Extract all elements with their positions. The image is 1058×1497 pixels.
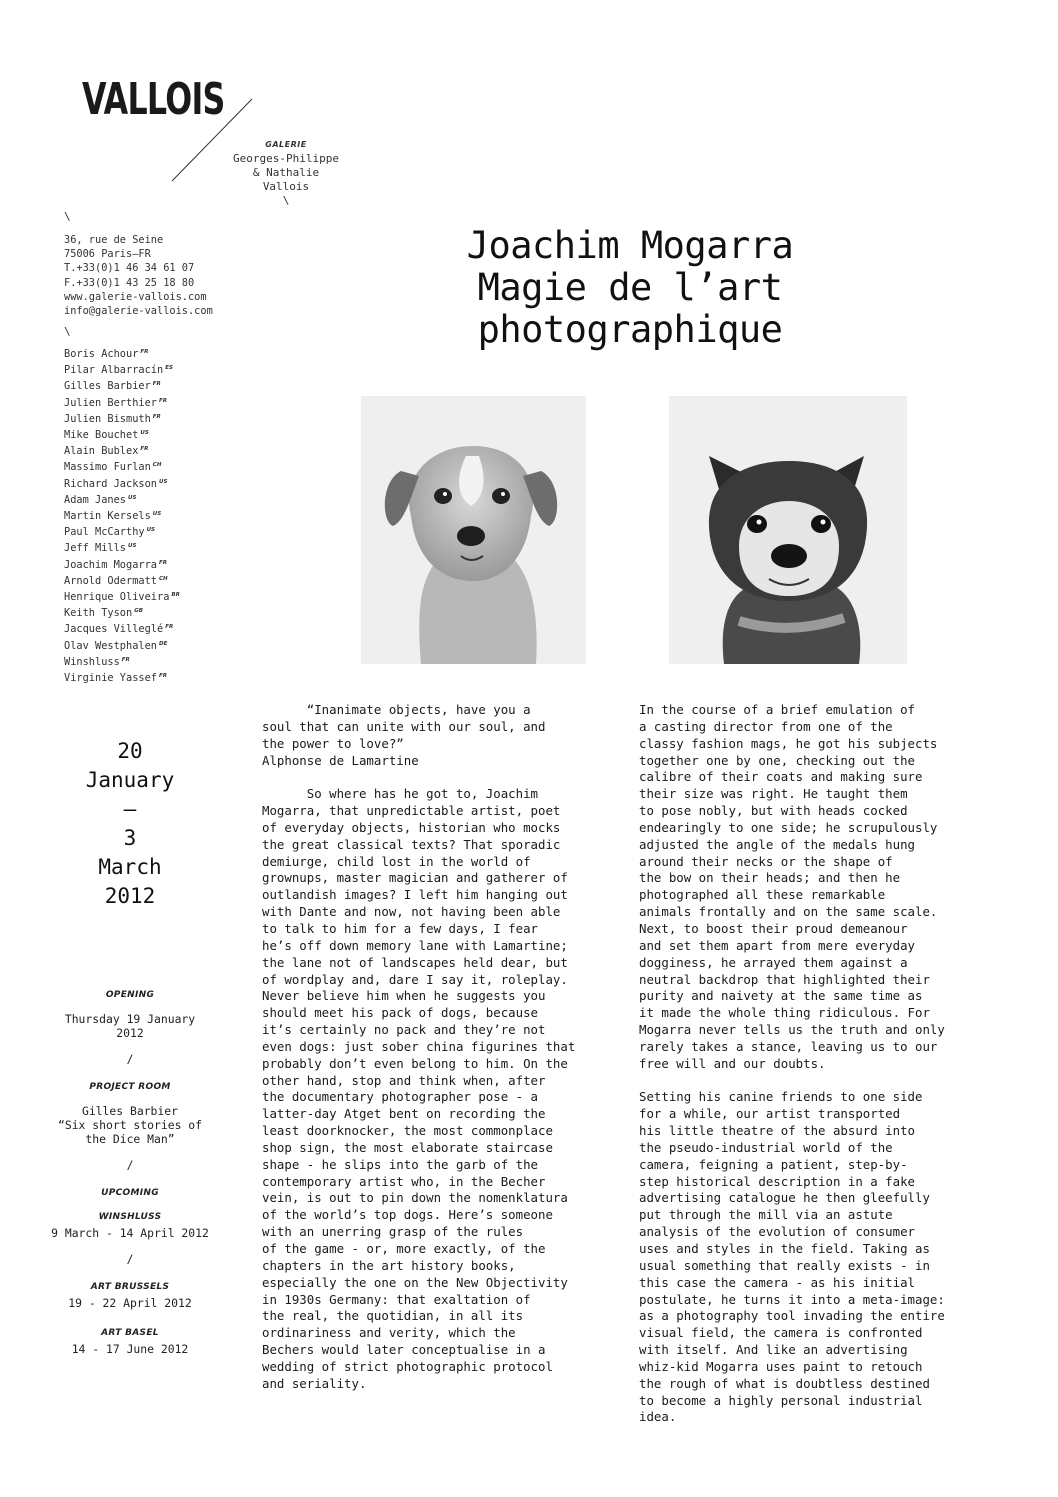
art-brussels-dates: 19 - 22 April 2012 xyxy=(68,1296,192,1310)
artist-name: Pilar Albarracín xyxy=(64,364,164,377)
address-website[interactable]: www.galerie-vallois.com xyxy=(64,290,207,303)
artist-country-code: FR xyxy=(165,624,174,631)
article-column-right: In the course of a brief emulation of a casting director from one of the classy fashion mags, he got his subjects together one by one, checking out the calibre of their coats and making sure their size was right. He taught them to pose nobly, but with heads cocked endearingly to one side; he scrupulously adjusted the angle of the medals hung around their necks or the shape of the bow on their heads; and then he photographed all these remarkable animals frontally and on the same scale. Next, to boost their proud demeanour and set them apart from mere everyday dogginess, he arrayed them against a neutral backdrop that highlighted their purity and naivety at the same time as it made the whole thing ridiculous. For Mogarra never tells us the truth and only rarely takes a stance, leaving us to our free will and our doubts. Setting his canine friends to one side for a while, our artist transported his little theatre of the absurd into the pseudo-industrial world of the camera, feigning a patient, step-by- step historical description in a fake advertising catalogue he then gleefully put through the mill via an astute analysis of the evolution of consumer uses and styles in the field. Taking as usual something that really exists - in this case the camera - as his initial postulate, he turns it into a meta-image: as a photography tool invading the entire visual field, the camera is confronted with itself. And like an advertising whiz-kid Mogarra uses paint to retouch the rough of what is doubtless destined to become a highly personal industrial idea. xyxy=(639,702,945,1425)
artist-item xyxy=(64,458,180,474)
address-phone: T.+33(0)1 46 34 61 07 xyxy=(64,262,195,275)
artist-country-code: FR xyxy=(121,656,130,663)
dog-figurine-photo-2 xyxy=(669,396,907,664)
art-basel-heading: ART BASEL xyxy=(101,1328,159,1338)
gallery-logo: VALLOIS xyxy=(82,74,225,125)
artist-item xyxy=(64,539,180,555)
artist-item xyxy=(64,604,180,620)
project-room-heading: PROJECT ROOM xyxy=(89,1082,171,1092)
artist-item xyxy=(64,410,180,426)
art-basel-dates: 14 - 17 June 2012 xyxy=(71,1342,189,1356)
artist-country-code: BR xyxy=(171,592,180,599)
artist-item xyxy=(64,361,180,377)
gallery-name-block xyxy=(222,138,350,208)
artist-country-code: US xyxy=(128,543,137,550)
artist-country-code: US xyxy=(152,511,162,518)
artist-name: Jacques Villeglé xyxy=(64,623,164,636)
date-start-day: 20 xyxy=(117,739,143,763)
artist-item xyxy=(64,442,180,458)
dog-figurine-photo-1 xyxy=(361,396,586,664)
address-fax: F.+33(0)1 43 25 18 80 xyxy=(64,276,195,289)
artist-item xyxy=(64,588,180,604)
date-dash: — xyxy=(123,797,137,821)
artist-name: Mike Bouchet xyxy=(64,429,139,442)
separator-slash: / xyxy=(126,1052,134,1066)
artist-item xyxy=(64,377,180,393)
artist-name: Julien Berthier xyxy=(64,396,157,409)
exhibition-title xyxy=(380,225,880,351)
artist-country-code: US xyxy=(128,494,137,501)
artist-name: Adam Janes xyxy=(64,493,126,506)
winshluss-heading: WINSHLUSS xyxy=(98,1212,162,1222)
event-info xyxy=(30,988,230,1368)
artist-country-code: FR xyxy=(152,381,161,388)
artist-item xyxy=(64,637,180,653)
artist-country-code: DE xyxy=(159,640,168,647)
artist-name: Winshluss xyxy=(64,655,120,668)
gallery-address xyxy=(64,233,213,318)
art-brussels-heading: ART BRUSSELS xyxy=(90,1282,170,1292)
title-line-3: photographique xyxy=(477,308,783,351)
upcoming-heading: UPCOMING xyxy=(101,1188,159,1198)
project-room-text: Gilles Barbier “Six short stories of the Dice Man” xyxy=(57,1104,202,1146)
artist-country-code: FR xyxy=(159,673,167,680)
artist-name: Joachim Mogarra xyxy=(64,558,157,571)
date-end-month: March xyxy=(98,855,162,879)
artist-name: Julien Bismuth xyxy=(64,412,151,425)
date-year: 2012 xyxy=(104,884,156,908)
galerie-mark: \ xyxy=(282,194,290,207)
artist-country-code: FR xyxy=(159,397,167,404)
artist-country-code: US xyxy=(146,527,156,534)
artist-item xyxy=(64,507,180,523)
separator-slash: / xyxy=(126,1252,134,1266)
article-column-left: “Inanimate objects, have you a soul that can unite with our soul, and the power to love?” Alphonse de Lamartine So where has he got to, Joachim Mogarra, that unpredictable artist, poet of everyday objects, historian who mocks the great classical texts? That sporadic demiurge, child lost in the world of grownups, master magician and gatherer of outlandish images? I left him hanging out with Dante and now, not having been able to talk to him for a few days, I fear he’s off down memory lane with Lamartine; the lane not of landscapes held dear, but of wordplay and, dare I say it, roleplay. Never believe him when he suggests you should meet his pack of dogs, because it’s certainly no pack and they’re not even dogs: just sober china figurines that probably don’t even belong to him. On the other hand, stop and think when, after the documentary photographer pose - a latter-day Atget bent on recording the least doorknocker, the most commonplace shop sign, the most elaborate staircase shape - he slips into the garb of the contemporary artist who, in the Becher vein, is out to pin down the nomenklatura of the world’s top dogs. Here’s someone with an unerring grasp of the rules of the game - or, more exactly, of the chapters in the art history books, especially the one on the New Objectivity in 1930s Germany: that exaltation of the real, the quotidian, in all its ordinariness and verity, which the Bechers would later conceptualise in a wedding of strict photographic protocol and seriality. xyxy=(262,702,576,1391)
artist-item xyxy=(64,394,180,410)
artist-item xyxy=(64,345,180,361)
artist-item xyxy=(64,475,180,491)
galerie-line-3: Vallois xyxy=(262,180,310,193)
artist-item xyxy=(64,572,180,588)
artist-item xyxy=(64,491,180,507)
artist-name: Olav Westphalen xyxy=(64,639,157,652)
artist-item xyxy=(64,620,180,636)
address-mark: \ xyxy=(64,210,71,223)
artists-mark: \ xyxy=(64,325,71,338)
artist-name: Martin Kersels xyxy=(64,510,151,523)
artist-name: Arnold Odermatt xyxy=(64,574,157,587)
galerie-line-2: & Nathalie xyxy=(252,166,320,179)
galerie-line-1: Georges-Philippe xyxy=(233,152,339,165)
artist-item xyxy=(64,653,180,669)
address-city: 75006 Paris—FR xyxy=(64,248,151,261)
artist-name: Gilles Barbier xyxy=(64,380,151,393)
artist-country-code: FR xyxy=(140,446,149,453)
artist-list xyxy=(64,345,180,685)
exhibition-dates xyxy=(55,737,205,911)
artist-name: Richard Jackson xyxy=(64,477,157,490)
artist-name: Keith Tyson xyxy=(64,607,133,620)
title-line-2: Magie de l’art xyxy=(477,266,783,309)
artist-country-code: ES xyxy=(165,365,173,372)
artist-name: Virginie Yassef xyxy=(64,672,157,685)
separator-slash: / xyxy=(126,1158,134,1172)
artist-country-code: GB xyxy=(134,608,143,615)
address-street: 36, rue de Seine xyxy=(64,234,164,246)
date-end-day: 3 xyxy=(123,826,137,850)
galerie-label: GALERIE xyxy=(265,140,307,149)
address-email[interactable]: info@galerie-vallois.com xyxy=(64,305,213,318)
artist-country-code: US xyxy=(159,478,168,485)
artist-name: Jeff Mills xyxy=(64,542,126,555)
artist-item xyxy=(64,669,180,685)
date-start-month: January xyxy=(85,768,175,792)
artist-name: Paul McCarthy xyxy=(64,526,145,539)
artist-country-code: FR xyxy=(159,559,167,566)
artist-name: Boris Achour xyxy=(64,348,139,360)
artist-country-code: US xyxy=(140,430,149,437)
opening-heading: OPENING xyxy=(105,990,155,1000)
artist-country-code: CH xyxy=(152,462,162,469)
artist-item xyxy=(64,556,180,572)
artist-name: Massimo Furlan xyxy=(64,461,151,474)
winshluss-dates: 9 March - 14 April 2012 xyxy=(51,1226,209,1240)
artist-item xyxy=(64,426,180,442)
title-artist: Joachim Mogarra xyxy=(466,224,794,267)
artist-name: Alain Bublex xyxy=(64,445,139,458)
artist-country-code: FR xyxy=(140,349,149,355)
artist-name: Henrique Oliveira xyxy=(64,591,170,604)
opening-text: Thursday 19 January 2012 xyxy=(64,1012,196,1040)
artist-country-code: FR xyxy=(152,413,161,420)
artist-country-code: CH xyxy=(159,575,168,582)
artist-item xyxy=(64,523,180,539)
